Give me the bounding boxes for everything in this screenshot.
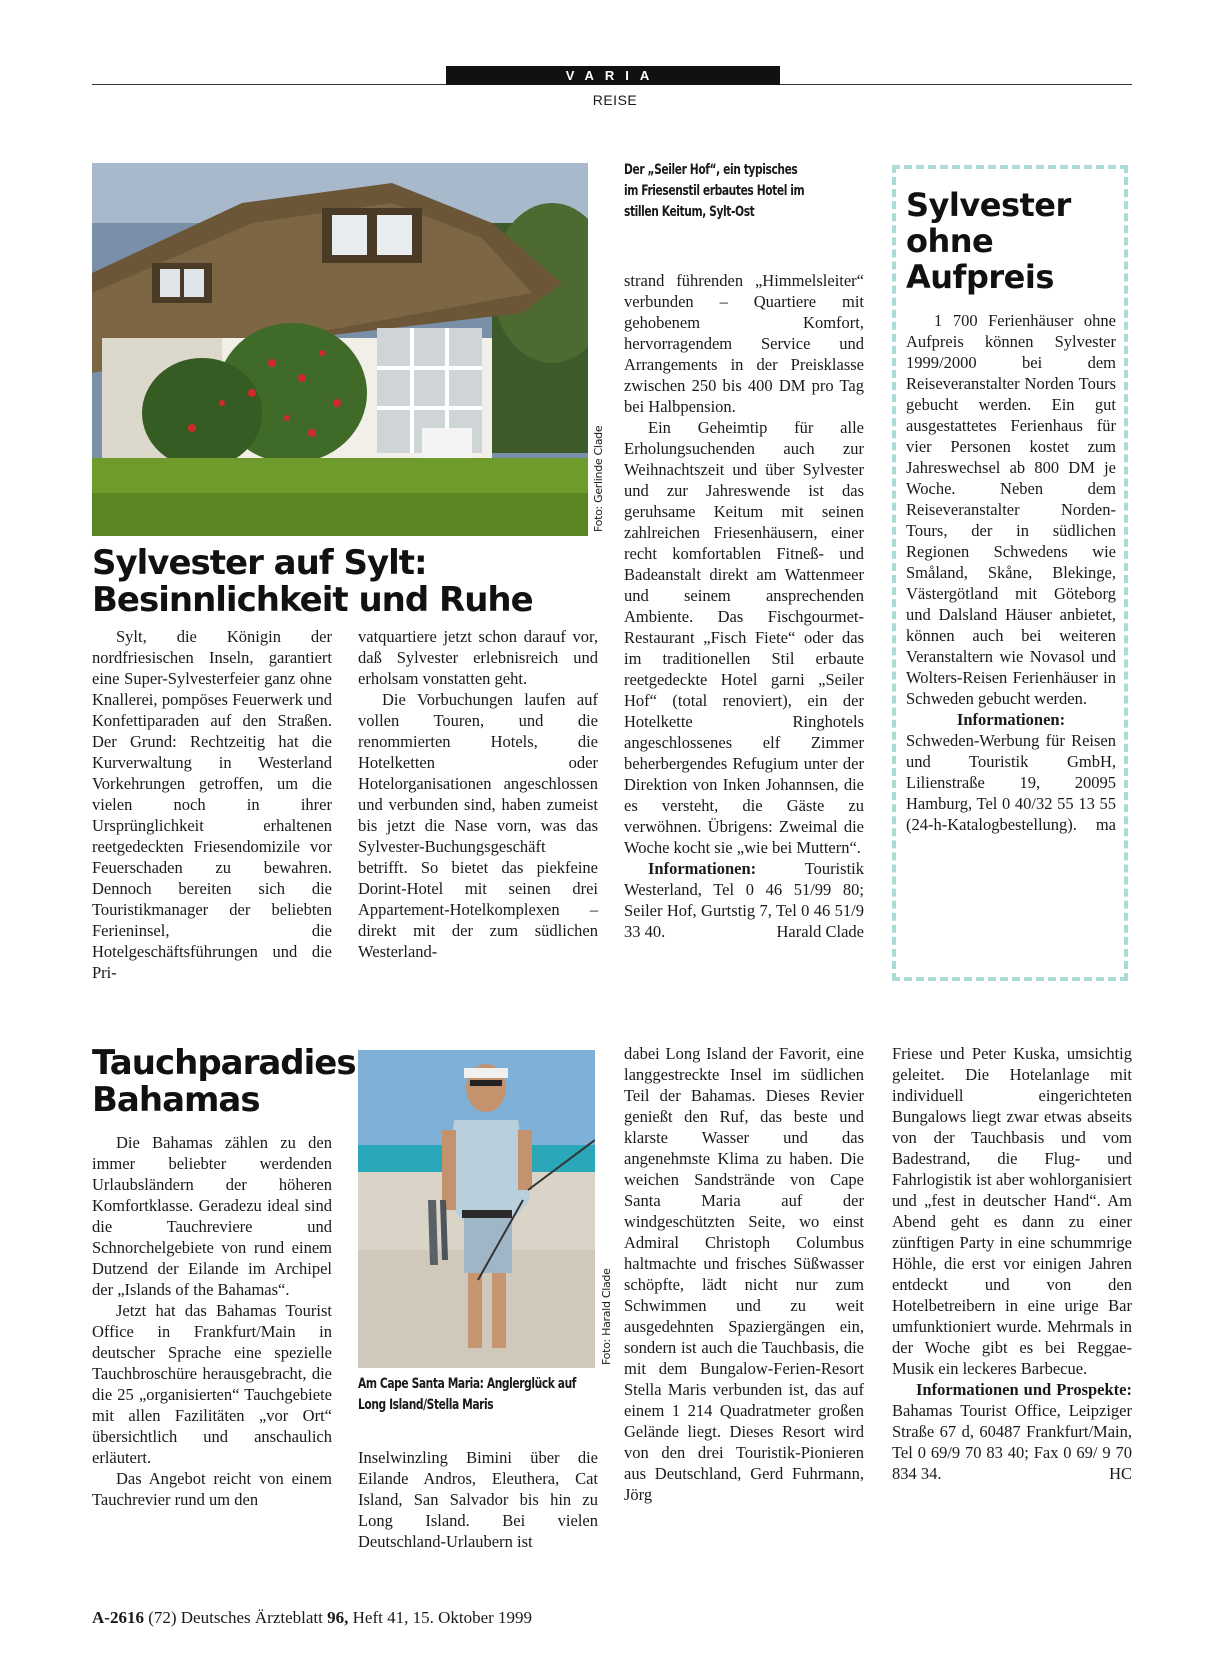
section-label: VARIA (446, 66, 780, 85)
paragraph: Inselwinzling Bimini über die Eilande Andros, Eleuthera, Cat Island, San Salvador bis hin zu Long Island. Bei vielen Deutschland-Urlaubern ist (358, 1448, 598, 1551)
info-label: Informationen: (956, 710, 1066, 729)
photo-credit-2: Foto: Harald Clade (600, 1268, 613, 1365)
subsection-label: REISE (592, 92, 638, 108)
sidebar-title-line3: Aufpreis (906, 258, 1054, 296)
article1-col2 (358, 626, 598, 962)
sidebar-text (906, 310, 1116, 835)
article2-col1 (92, 1132, 332, 1510)
photo-cape-santa-maria (358, 1050, 595, 1368)
photo-caption-1: Der „Seiler Hof“, ein typisches im Friesenstil erbautes Hotel im stillen Keitum, Sylt-Ost (624, 162, 805, 220)
author: ma (1095, 815, 1116, 834)
info-text: Touristik Westerland, Tel 0 46 51/99 80; Seiler Hof, Gurtstig 7, Tel 0 46 51/9 33 40. (624, 859, 864, 941)
paragraph: Jetzt hat das Bahamas Tourist Office in Frankfurt/Main in deutscher Sprache eine spezielle Tauchbroschüre herausgebracht, die die 25 „organisierten“ Tauchgebiete mit allen Fazilitäten „vor Ort“ übersichtlich und anschaulich erläutert. (92, 1301, 332, 1467)
info-paragraph (906, 730, 1116, 835)
info-text: Bahamas Tourist Office, Leipziger Straße 67 d, 60487 Frankfurt/Main, Tel 0 69/9 70 83 40; Fax 0 69/ 9 70 834 34. (892, 1401, 1132, 1483)
info-label: Informationen: (648, 859, 757, 878)
footer-issue: Heft 41, 15. Oktober 1999 (348, 1608, 533, 1627)
sidebar-title (906, 187, 1116, 295)
footer-journal: (72) Deutsches Ärzteblatt (143, 1608, 328, 1627)
paragraph: 1 700 Ferienhäuser ohne Aufpreis können Sylvester 1999/2000 bei dem Reiseveranstalter Norden Tours gebucht werden. Ein gut ausgestattetes Ferienhaus für vier Personen kostet zum Jahreswechsel ab 800 DM je Woche. Neben dem Reiseveranstalter Norden-Tours, der in südlichen Regionen Schwedens wie Småland, Skåne, Blekinge, Västergötland mit Göteborg und Dalsland Häuser anbietet, können auch bei weiteren Veranstaltern wie Novasol und Wolters-Reisen Ferienhäuser in Schweden gebucht werden. (906, 311, 1116, 708)
author: Harald Clade (776, 922, 864, 941)
info-text: Schweden-Werbung für Reisen und Touristik GmbH, Lilienstraße 19, 20095 Hamburg, Tel 0 40/32 55 13 55 (24-h-Katalogbestellung). (906, 731, 1116, 834)
paragraph: Sylt, die Königin der nordfriesischen Inseln, garantiert eine Super-Sylvesterfeier ganz ohne Knallerei, pompöses Feuerwerk und Konfettiparaden auf den Straßen. Der Grund: Rechtzeitig hat die Kurverwaltung in Westerland Vorkehrungen getroffen, um die vielen noch in ihrer Ursprünglichkeit erhaltenen reetgedeckten Friesendomizile vor Feuerschaden zu bewahren. Dennoch bereiten sich die Touristikmanager der beliebten Ferieninsel, die Hotelgeschäftsführungen und die Pri- (92, 627, 332, 982)
sidebar-title-line2: ohne (906, 222, 994, 260)
headline-bahamas (92, 1043, 356, 1120)
article2-col2 (358, 1447, 598, 1552)
headline-sylt-line1: Sylvester auf Sylt: (92, 543, 427, 583)
photo-seiler-hof (92, 163, 588, 536)
info-label: Informationen und Prospekte: (916, 1380, 1132, 1399)
paragraph: Friese und Peter Kuska, umsichtig geleitet. Die Hotelanlage mit individuell eingerichteten Bungalows liegt zwar etwas abseits von der Tauchbasis und vom Badestrand, die Flug- und Fahrlogistik ist aber wohlorganisiert und „fest in deutscher Hand“. Am Abend geht es dann zu einer zünftigen Party in eine schummrige Höhle, die erst vor einigen Jahren entdeckt und von den Hotelbetreibern in eine urige Bar umfunktioniert wurde. Mehrmals in der Woche gibt es bei Reggae-Musik ein leckeres Barbecue. (892, 1044, 1132, 1378)
footer-volume: 96, (327, 1608, 349, 1627)
page-footer (92, 1608, 532, 1628)
info-paragraph (624, 858, 864, 942)
headline-sylt (92, 545, 592, 619)
info-paragraph (892, 1379, 1132, 1484)
paragraph: Die Bahamas zählen zu den immer beliebter werdenden Urlaubsländern der höheren Komfortklasse. Geradezu ideal sind die Tauchreviere und Schnorchelgebiete von rund einem Dutzend der Eilande im Archipel der „Islands of the Bahamas“. (92, 1133, 332, 1299)
headline-bahamas-line2: Bahamas (92, 1080, 260, 1120)
paragraph: strand führenden „Himmelsleiter“ verbunden – Quartiere mit gehobenem Komfort, hervorragendem Service und Arrangements in der Preisklasse zwischen 250 bis 400 DM pro Tag bei Halbpension. (624, 271, 864, 416)
headline-bahamas-line1: Tauchparadies (92, 1043, 356, 1083)
author: HC (1109, 1464, 1132, 1483)
photo-credit-1: Foto: Gerlinde Clade (592, 425, 605, 532)
paragraph: Das Angebot reicht von einem Tauchrevier rund um den (92, 1469, 332, 1509)
sidebar-title-line1: Sylvester (906, 186, 1071, 224)
article1-col1 (92, 626, 332, 983)
paragraph: Die Vorbuchungen laufen auf vollen Touren, und die renommierten Hotels, die Hotelketten oder Hotelorganisationen angeschlossen und verbunden sind, haben zumeist bis jetzt die Nase vorn, was das Sylvester-Buchungsgeschäft betrifft. So bietet das piekfeine Dorint-Hotel mit seinen drei Appartement-Hotelkomplexen – direkt mit der zum südlichen Westerland- (358, 690, 598, 961)
article2-col3 (624, 1043, 864, 1505)
paragraph: vatquartiere jetzt schon darauf vor, daß Sylvester erlebnisreich und erholsam vonstatten geht. (358, 627, 598, 688)
photo-caption-2: Am Cape Santa Maria: Anglerglück auf Long Island/Stella Maris (358, 1376, 577, 1413)
paragraph: Ein Geheimtip für alle Erholungsuchenden auch zur Weihnachtszeit und über Sylvester und zur Jahreswende ist das geruhsame Keitum mit seinen zahlreichen Friesenhäusern, einer recht komfortablen Fitneß- und Badeanstalt direkt am Wattenmeer und seinem ansprechenden Ambiente. Das Fischgourmet-Restaurant „Fisch Fiete“ oder das im traditionellen Stil erbaute reetgedeckte Hotel garni „Seiler Hof“ (total renoviert), ein der Hotelkette Ringhotels angeschlossenes elf Zimmer beherbergendes Refugium unter der Direktion von Inken Johannsen, die es versteht, die Gäste zu verwöhnen. Übrigens: Zweimal die Woche kocht sie „wie bei Muttern“. (624, 418, 864, 857)
page-number: A-2616 (92, 1608, 144, 1627)
article1-col3 (624, 270, 864, 942)
headline-sylt-line2: Besinnlichkeit und Ruhe (92, 580, 533, 620)
article2-col4 (892, 1043, 1132, 1484)
paragraph: dabei Long Island der Favorit, eine langgestreckte Insel im südlichen Teil der Bahamas. Dieses Revier genießt den Ruf, das beste und klarste Wasser und das angenehmste Klima zu haben. Die weichen Sandstrände von Cape Santa Maria auf der windgeschützten Seite, wo einst Admiral Christoph Columbus haltmachte und frisches Süßwasser schöpfte, lädt nicht nur zum Schwimmen und zu weit ausgedehnten Spaziergängen ein, sondern ist auch die Tauchbasis, die mit dem Bungalow-Ferien-Resort Stella Maris verbunden ist, das auf einem 1 214 Quadratmeter großen Gelände liegt. Dieses Resort wird von den drei Touristik-Pionieren aus Deutschland, Gerd Fuhrmann, Jörg (624, 1044, 864, 1504)
